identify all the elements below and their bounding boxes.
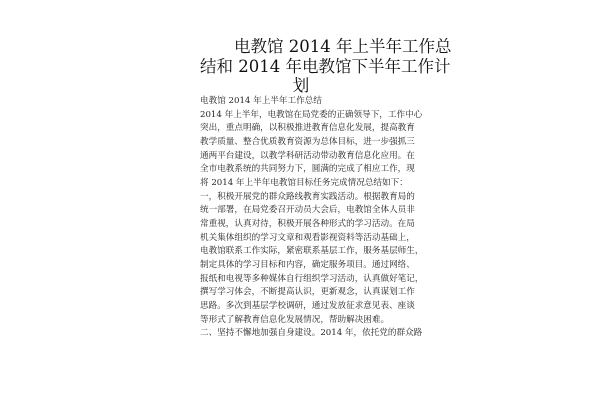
intro-paragraph [200,109,423,191]
document-body [200,95,424,341]
text-line: 一，积极开展党的群众路线教育实践活动。根据教育局的 [200,191,415,202]
title-line: 结和 2014 年电教馆下半年工作计 [200,56,451,76]
text-line: 撰写学习体会，不断提高认识，更新观念，认真谋划工作 [200,287,415,298]
text-line: 制定具体的学习目标和内容，确定服务项目。通过网络、 [200,259,415,270]
title-line: 电教馆 2014 年上半年工作总 [234,37,452,56]
text-line: 报纸和电视等多种媒体自行组织学习活动，认真做好笔记， [200,273,424,284]
text-line: 2014 年上半年，电教馆在局党委的正确领导下，工作中心 [200,109,423,120]
document-title [200,37,452,96]
title-line: 划 [292,76,310,95]
text-line: 二、坚持不懈地加强自身建设。2014 年，依托党的群众路 [200,328,423,339]
text-line: 将 2014 年上半年电教馆目标任务完成情况总结如下： [200,177,408,188]
text-line: 机关集体组织的学习文章和观看影视资料等活动基础上， [200,232,415,243]
text-line: 统一部署，在局党委召开动员大会后，电教馆全体人员非 [200,205,415,216]
text-line: 电教馆联系工作实际，紧密联系基层工作，服务基层师生， [200,246,424,257]
text-line: 等形式了解教育信息化发展情况，帮助解决困难。 [200,314,390,325]
section-one-paragraph [200,191,424,328]
text-line: 突出，重点明确，以积极推进教育信息化发展，提高教育 [200,123,415,134]
text-line: 全市电教系统的共同努力下，圆满的完成了相应工作，现 [200,164,415,175]
text-line: 教学质量、整合优质教育资源为总体目标，进一步强抓三 [200,136,415,147]
text-line: 思路。多次到基层学校调研，通过发放征求意见表、座谈 [200,300,415,311]
text-line: 常重视，认真对待，积极开展各种形式的学习活动。在局 [200,218,415,229]
section-subtitle [200,95,396,109]
text-line: 通两平台建设，以教学科研活动带动教育信息化应用。在 [200,150,415,161]
section-two-paragraph [200,327,423,341]
subtitle-line: 电教馆 2014 年上半年工作总结 [200,96,322,106]
